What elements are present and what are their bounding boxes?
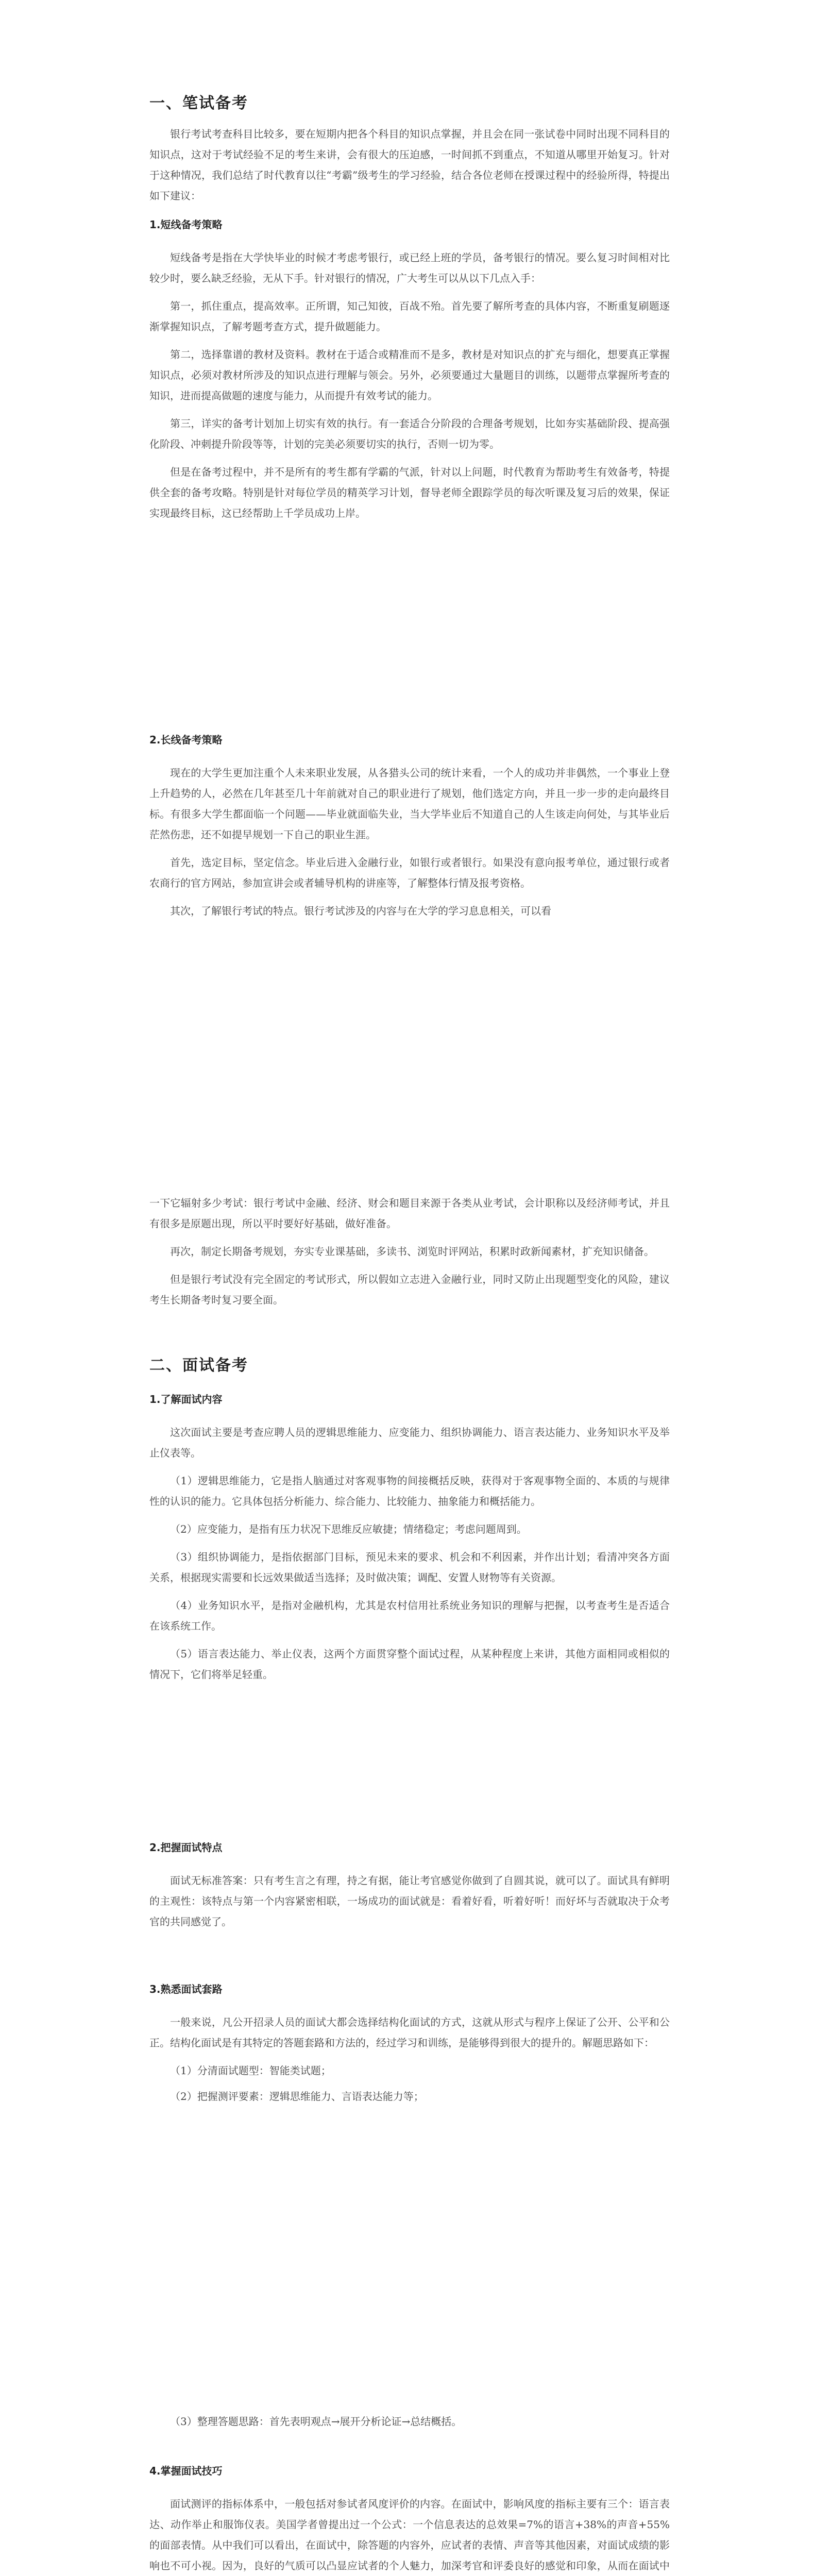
interview-routine-continued bbox=[149, 2411, 670, 2437]
paragraph: 第二，选择靠谱的教材及资料。教材在于适合或精准而不是多，教材是对知识点的扩充与细化，想要真正掌握知识点，必须对教材所涉及的知识点进行理解与领会。另外，必须要通过大量题目的训练，以题带点掌握所考查的知识，进而提高做题的速度与能力，从而提升有效考试的能力。 bbox=[149, 348, 670, 402]
paragraph: 第一，抓住重点，提高效率。正所谓，知己知彼，百战不殆。首先要了解所考查的具体内容，不断重复刷题逐渐掌握知识点，了解考题考查方式，提升做题能力。 bbox=[149, 300, 670, 333]
paragraph: 这次面试主要是考查应聘人员的逻辑思维能力、应变能力、组织协调能力、语言表达能力、业务知识水平及举止仪表等。 bbox=[149, 1426, 670, 1459]
short-strategy-block bbox=[149, 216, 670, 231]
interview-content-block bbox=[149, 1391, 670, 1406]
paragraph: 现在的大学生更加注重个人未来职业发展，从各猎头公司的统计来看，一个人的成功并非偶然，一个事业上登上升趋势的人，必然在几年甚至几十年前就对自己的职业进行了规划，他们选定方向，并且一步一步的走向最终目标。有很多大学生都面临一个问题——毕业就面临失业，当大学毕业后不知道自己的人生该走向何处，与其毕业后茫然伤悲，还不如提早规划一下自己的职业生涯。 bbox=[149, 767, 670, 841]
interview-features-paras bbox=[149, 1870, 670, 1939]
interview-routine-block bbox=[149, 1981, 670, 1996]
list-item: （2）应变能力，是指有压力状况下思维反应敏捷；情绪稳定；考虑问题周到。 bbox=[170, 1523, 527, 1535]
subheading: 1.了解面试内容 bbox=[149, 1393, 223, 1405]
subheading: 2.把握面试特点 bbox=[149, 1841, 223, 1854]
list-item: （3）整理答题思路：首先表明观点→展开分析论证→总结概括。 bbox=[170, 2415, 462, 2428]
paragraph: 面试无标准答案：只有考生言之有理，持之有据，能让考官感觉你做到了自圆其说，就可以了。面试具有鲜明的主观性：该特点与第一个内容紧密相联，一场成功的面试就是：看着好看，听着好听！而好坏与否就取决于众考官的共同感觉了。 bbox=[149, 1874, 670, 1928]
intro-paragraph: 银行考试考查科目比较多，要在短期内把各个科目的知识点掌握，并且会在同一张试卷中同时出现不同科目的知识点，这对于考试经验不足的考生来讲，会有很大的压迫感，一时间抓不到重点，不知道从哪里开始复习。针对于这种情况，我们总结了时代教育以往“考霸”级考生的学习经验，结合各位老师在授课过程中的经验所得，特提出如下建议： bbox=[149, 128, 670, 202]
paragraph: 再次，制定长期备考规划，夯实专业课基础，多读书、浏览时评网站，积累时政新闻素材，扩充知识储备。 bbox=[170, 1245, 654, 1258]
intro-block bbox=[149, 124, 670, 213]
list-item: （5）语言表达能力、举止仪表，这两个方面贯穿整个面试过程，从某种程度上来讲，其他方面相同或相似的情况下，它们将举足轻重。 bbox=[149, 1648, 670, 1681]
long-strategy-paras bbox=[149, 762, 670, 928]
paragraph: 第三，详实的备考计划加上切实有效的执行。有一套适合分阶段的合理备考规划，比如夯实基础阶段、提高强化阶段、冲刺提升阶段等等，计划的完美必须要切实的执行，否则一切为零。 bbox=[149, 417, 670, 450]
long-strategy-block bbox=[149, 732, 670, 747]
paragraph: 其次，了解银行考试的特点。银行考试涉及的内容与在大学的学习息息相关，可以看 bbox=[170, 905, 551, 917]
list-item: （1）分清面试题型：智能类试题； bbox=[170, 2064, 331, 2077]
interview-skills-paras bbox=[149, 2494, 670, 2576]
long-strategy-continued bbox=[149, 1193, 670, 1317]
section-title-interview bbox=[149, 1352, 670, 1375]
subheading: 3.熟悉面试套路 bbox=[149, 1983, 223, 1995]
paragraph: 一般来说，凡公开招录人员的面试大都会选择结构化面试的方式，这就从形式与程序上保证了公开、公平和公正。结构化面试是有其特定的答题套路和方法的，经过学习和训练，是能够得到很大的提升的。解题思路如下： bbox=[149, 2016, 670, 2049]
interview-routine-paras bbox=[149, 2012, 670, 2112]
interview-skills-block bbox=[149, 2463, 670, 2478]
paragraph: 面试测评的指标体系中，一般包括对参试者风度评价的内容。在面试中，影响风度的指标主要有三个：语言表达、动作举止和服饰仪表。美国学者曾提出过一个公式：一个信息表达的总效果=7%的语言+38%的声音+55%的面部表情。从中我们可以看出，在面试中，除答题的内容外，应试者的表情、声音等其他因素，对面试成绩的影响也不可小视。因为，良好的气质可以凸显应试者的个人魅力，加深考官和评委良好的感觉和印象，从而在面试中 bbox=[149, 2498, 670, 2572]
section-heading: 二、面试备考 bbox=[149, 1357, 248, 1375]
list-item: （2）把握测评要素：逻辑思维能力、言语表达能力等； bbox=[170, 2090, 424, 2103]
paragraph: 首先，选定目标，坚定信念。毕业后进入金融行业，如银行或者银行。如果没有意向报考单位，通过银行或者农商行的官方网站，参加宣讲会或者辅导机构的讲座等，了解整体行情及报考资格。 bbox=[149, 856, 670, 889]
section-title-written bbox=[149, 90, 670, 113]
paragraph: 但是在备考过程中，并不是所有的考生都有学霸的气派，针对以上问题，时代教育为帮助考生有效备考，特提供全套的备考攻略。特别是针对每位学员的精英学习计划，督导老师全跟踪学员的每次听课及复习后的效果，保证实现最终目标，这已经帮助上千学员成功上岸。 bbox=[149, 466, 670, 519]
subheading: 1.短线备考策略 bbox=[149, 218, 223, 231]
list-item: （4）业务知识水平，是指对金融机构，尤其是农村信用社系统业务知识的理解与把握，以考查考生是否适合在该系统工作。 bbox=[149, 1599, 670, 1632]
interview-content-paras bbox=[149, 1422, 670, 1692]
subheading: 4.掌握面试技巧 bbox=[149, 2465, 223, 2477]
section-heading: 一、笔试备考 bbox=[149, 94, 248, 112]
short-strategy-paras bbox=[149, 247, 670, 531]
paragraph: 短线备考是指在大学快毕业的时候才考虑考银行，或已经上班的学员，备考银行的情况。要么复习时间相对比较少时，要么缺乏经验，无从下手。针对银行的情况，广大考生可以从以下几点入手： bbox=[149, 251, 670, 284]
subheading: 2.长线备考策略 bbox=[149, 734, 223, 746]
paragraph: 一下它辐射多少考试：银行考试中金融、经济、财会和题目来源于各类从业考试，会计职称以及经济师考试，并且有很多是原题出现，所以平时要好好基础，做好准备。 bbox=[149, 1197, 670, 1230]
list-item: （1）逻辑思维能力，它是指人脑通过对客观事物的间接概括反映，获得对于客观事物全面的、本质的与规律性的认识的能力。它具体包括分析能力、综合能力、比较能力、抽象能力和概括能力。 bbox=[149, 1475, 670, 1507]
interview-features-block bbox=[149, 1839, 670, 1854]
paragraph: 但是银行考试没有完全固定的考试形式，所以假如立志进入金融行业，同时又防止出现题型变化的风险，建议考生长期备考时复习要全面。 bbox=[149, 1273, 670, 1306]
list-item: （3）组织协调能力，是指依据部门目标，预见未来的要求、机会和不利因素，并作出计划；看清冲突各方面关系，根据现实需要和长远效果做适当选择；及时做决策；调配、安置人财物等有关资源。 bbox=[149, 1551, 670, 1584]
